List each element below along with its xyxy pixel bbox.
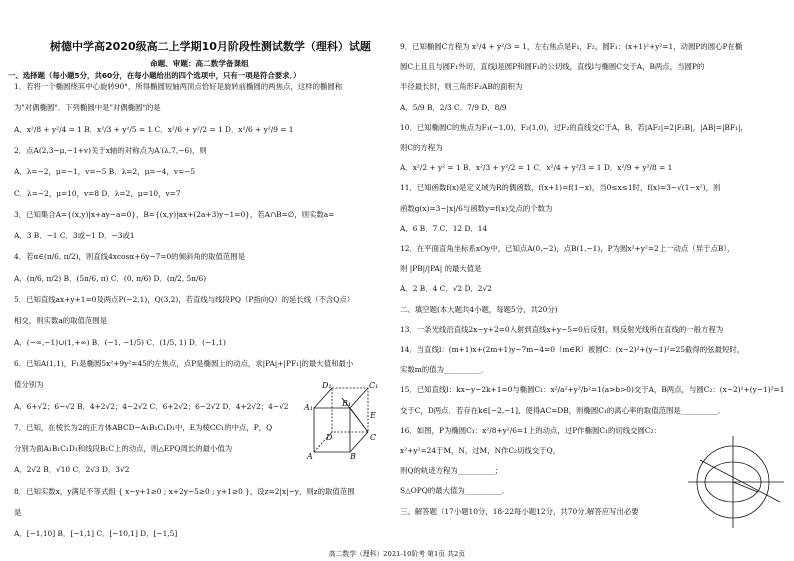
text-line: 10．已知椭圆C的焦点为F₁(−1,0)，F₂(1,0)，过F₂的直线交C于A，B，若|AF₂|=2|F₂B|，|AB|=|BF₁|，	[400, 122, 748, 132]
text-line: A．3 B．−1 C．3或−1 D．−3或1	[14, 231, 135, 241]
text-line: A．6 B．7 C．12 D．14	[400, 223, 488, 233]
text-line: 8．已知实数x，y满足不等式组 { x−y+1≥0 ; x+2y−5≥0 ; y+1≥0 }，设z=2|x|−y，则z的取值范围	[14, 486, 355, 496]
text-line: 三、解答题（17小题10分，18-22每小题12分，共70分.解答应写出必要	[400, 506, 639, 516]
text-line: S△OPQ的最大值为__________．	[400, 486, 510, 496]
text-line: 实数m的值为__________．	[400, 365, 489, 375]
text-line: A．5/9 B．2/3 C．7/9 D．8/9	[400, 102, 507, 112]
page-subtitle: 命题、审题：高二数学备课组	[150, 59, 249, 68]
cube-figure	[300, 380, 395, 460]
text-line: 9．已知椭圆C方程为 x²/4 + y²/3 = 1，左右焦点是F₁，F₂，圆F₁：(x+1)²+y²=1，动圆P的圆心P在椭	[400, 42, 743, 51]
text-line: 6．已知A(1,1)，F₁是椭圆5x²+9y²=45的左焦点，点P是椭圆上的动点，求|PA|+|PF₁|的最大值和最小	[14, 358, 354, 368]
ellipse-circle-figure	[688, 430, 788, 530]
text-line: 则Q的轨迹方程为__________；	[400, 466, 503, 476]
text-line: C．λ=−2，μ=10，v=8 D．λ=2，μ=10，v=7	[14, 188, 181, 198]
text-line: 函数g(x)=3−|x|/6与函数y=f(x)交点的个数为	[400, 203, 553, 213]
text-line: 16．如图，P为椭圆C₁：x²/8+y²/6=1上的动点，过P作椭圆C₁的切线交圆C₂：	[400, 425, 661, 435]
text-line: 14．当直线l：(m+1)x+(2m+1)y−7m−4=0（m∈R）被圆C：(x−2)²+(y−1)²=25截得的弦最短时，	[400, 345, 745, 354]
text-line: 3．已知集合A={(x,y)|x+ay−a=0}，B={(x,y)|ax+(2a+3)y−1=0}，若A∩B=∅，则实数a=	[14, 209, 335, 219]
cube-label-D1: D₁	[322, 381, 332, 390]
text-line: 相交，则实数a的取值范围是	[14, 316, 108, 326]
text-line: A．x²/8 + y²/4 = 1 B．x²/3 + y²/5 = 1 C．x²/6 + y²/2 = 1 D．x²/6 + y²/9 = 1	[14, 124, 294, 134]
text-line: x²+y²=24于M，N，过M，N作C₂切线交于Q，	[400, 446, 561, 455]
text-line: 13．一条光线沿直线2x−y+2=0入射到直线x+y−5=0后反射，则反射光线所在直线的一般方程为	[400, 324, 724, 334]
text-line: 交于C，D两点．若存在k∈[−2,−1]，使得AC=DB，则椭圆C₁的离心率的取值范围是__________．	[400, 405, 726, 415]
page-footer: 高二数学（理科）2021-10阶考 第1页 共2页	[328, 550, 466, 558]
text-line: 为"对偶椭圆"．下列椭圆中是"对偶椭圆"的是	[14, 103, 161, 113]
text-line: 半径最长时，则三角形F₂AB的面积为	[400, 82, 523, 92]
cube-label-D: D	[326, 433, 333, 442]
text-line: 是	[14, 508, 22, 517]
text-line: 15．已知直线l：kx−y−2k+1=0与椭圆C₁：x²/a²+y²/b²=1(a>b>0)交于A，B两点，与圆C₂：(x−2)²+(y−1)²=1	[400, 385, 785, 395]
text-line: A．2 B．4 C．√2 D．2√2	[400, 284, 492, 294]
text-line: 12．在平面直角坐标系xOy中，已知点A(0,−2)，点B(1,−1)，P为圆x²+y²=2上一动点（异于点B），	[400, 244, 735, 253]
text-line: A．2√2 B．√10 C．2√3 D．3√2	[14, 465, 130, 475]
page-title: 树德中学高2020级高二上学期10月阶段性测试数学（理科）试题	[50, 40, 371, 53]
text-line: 则 |PB|/|PA| 的最大值是	[400, 264, 482, 274]
cube-label-A: A	[307, 452, 313, 460]
text-line: A．(−∞,−1)∪(1,+∞) B．(−1, −1/5) C．(1/5, 1) D．(−1,1)	[14, 337, 226, 347]
text-line: A．λ=−2，μ=−1，v=−5 B．λ=2，μ=−4，v=−5	[14, 167, 196, 177]
text-line: A．[−1,10] B．[−1,1] C．[−10,1] D．[−1,5]	[14, 529, 178, 539]
cube-label-B1: B₁	[342, 399, 352, 408]
text-line: 2．点A(2,3−μ,−1+v)关于x轴的对称点为A′(λ,7,−6)，则	[14, 145, 207, 155]
text-line: A．x²/2 + y² = 1 B．x²/3 + y²/2 = 1 C．x²/4 + y²/3 = 1 D．x²/9 + y²/8 = 1	[400, 163, 673, 173]
cube-label-C1: C₁	[369, 381, 379, 390]
section-heading-choice: 一、选择题（每小题5分，共60分，在每小题给出的四个选项中，只有一项是符合要求．）	[8, 71, 301, 80]
text-line: 5．已知直线ax+y+1=0及两点P(−2,1)，Q(3,2)，若直线与线段PQ（P指向Q）的延长线（不含Q点）	[14, 295, 355, 304]
text-line: 1．若将一个椭圆绕其中心旋转90°，所得椭圆短轴两顶点恰好是旋转前椭圆的两焦点，这样的椭圆称	[14, 82, 343, 91]
text-line: 11．已知函数f(x)是定义域为R的偶函数，f(x+1)=f(1−x)，当0≤x≤1时，f(x)=3−√(1−x²)，则	[400, 183, 721, 193]
text-line: 7．已知，在棱长为2的正方体ABCD−A₁B₁C₁D₁中，E为棱CC₁的中点，P，Q	[14, 422, 273, 432]
text-line: A．6+√2；6−√2 B．4+2√2；4−2√2 C．6+2√2；6−2√2 D．4+2√2；4−√2	[14, 401, 289, 411]
text-line: 则C的方程为	[400, 143, 443, 152]
text-line: 二、填空题(本大题共4小题，每题5分，共20分)	[400, 304, 558, 314]
text-line: 值分别为	[14, 380, 44, 390]
cube-label-A1: A₁	[304, 403, 313, 412]
text-line: 4．若α∈(π/6, π/2)，则直线4xcosα+6y−7=0的倾斜角的取值范围是	[14, 252, 246, 262]
cube-label-E: E	[370, 411, 376, 420]
cube-label-C: C	[370, 433, 377, 442]
text-line: 分别为面A₁B₁C₁D₁和线段B₁C上的动点，则△EPQ周长的最小值为	[14, 444, 233, 454]
text-line: A．(π/6, π/2) B．(5π/6, π) C．(0, π/6) D．(π/2, 5π/6)	[14, 273, 207, 283]
text-line: 圆C上且且与圆F₁外切，直线l是圆P和圆F₁的公切线，直线l与椭圆C交于A，B两点，当圆P的	[400, 62, 705, 72]
cube-label-B: B	[350, 452, 356, 460]
